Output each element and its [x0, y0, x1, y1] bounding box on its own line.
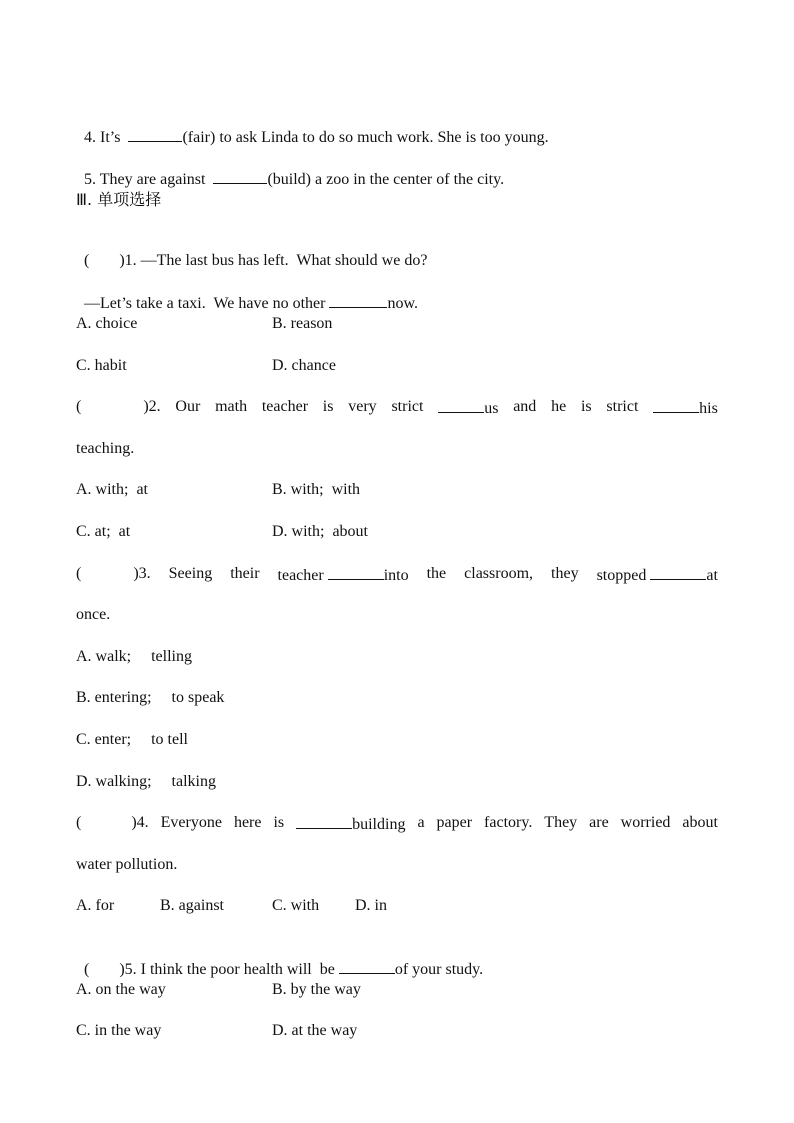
word: factory.: [484, 814, 533, 831]
word: their: [230, 565, 260, 582]
word: his: [699, 400, 718, 417]
word: Everyone: [160, 814, 222, 831]
answer-paren-open: (: [84, 252, 90, 269]
word: stopped: [596, 567, 647, 584]
question-text: )1. —The last bus has left. What should we do?: [119, 252, 428, 269]
question-text: —Let’s take a taxi. We have no other: [84, 295, 330, 312]
option-d[interactable]: D. chance: [272, 357, 336, 374]
option-d[interactable]: D. walking; talking: [76, 773, 216, 790]
word: and: [513, 398, 537, 415]
question-number: 4. It’s: [84, 129, 121, 146]
question-text: of your study.: [394, 961, 484, 978]
word-hint: (build): [267, 171, 311, 188]
word: strict: [606, 398, 639, 415]
question-number: 5. They are against: [84, 171, 206, 188]
word: teacher: [277, 567, 324, 584]
answer-blank[interactable]: [438, 397, 484, 413]
answer-blank[interactable]: [296, 813, 352, 829]
word: us: [484, 400, 499, 417]
answer-paren-open: (: [76, 565, 82, 582]
fill-question-5: [76, 148, 504, 190]
blank-group: [438, 397, 498, 419]
mc-question-4-cont: water pollution.: [76, 856, 178, 873]
word: strict: [391, 398, 424, 415]
blank-group: [278, 564, 409, 586]
option-a[interactable]: A. choice: [76, 315, 138, 332]
answer-paren-open: (: [76, 814, 82, 831]
question-text: to ask Linda to do so much work. She is too young.: [215, 129, 549, 146]
question-lead: [76, 564, 151, 586]
word: into: [383, 567, 409, 584]
option-b[interactable]: B. by the way: [272, 981, 361, 998]
question-text: )5. I think the poor health will be: [119, 961, 339, 978]
word: worried: [620, 814, 671, 831]
mc-question-2-cont: teaching.: [76, 440, 135, 457]
word: teacher: [261, 398, 309, 415]
answer-blank[interactable]: [653, 397, 699, 413]
mc-question-4: [76, 813, 718, 835]
question-number: )2.: [143, 398, 161, 415]
fill-question-4: [76, 106, 549, 148]
question-lead: [76, 397, 161, 419]
question-text: now.: [387, 295, 418, 312]
answer-blank[interactable]: [339, 958, 395, 974]
answer-blank[interactable]: [328, 564, 384, 580]
answer-paren-open: (: [76, 398, 82, 415]
mc-question-1-line2: [76, 272, 418, 314]
option-d[interactable]: D. at the way: [272, 1022, 358, 1039]
word: math: [215, 398, 248, 415]
word: building: [352, 816, 406, 833]
word: are: [589, 814, 609, 831]
word: at: [706, 567, 718, 584]
option-b[interactable]: B. reason: [272, 315, 333, 332]
word-hint: (fair): [182, 129, 216, 146]
word: Our: [175, 398, 201, 415]
option-c[interactable]: C. in the way: [76, 1022, 162, 1039]
question-number: )3.: [133, 565, 151, 582]
answer-paren-open: (: [84, 961, 90, 978]
word: is: [580, 398, 592, 415]
word: paper: [436, 814, 473, 831]
word: he: [551, 398, 567, 415]
section-title: Ⅲ. 单项选择: [76, 190, 162, 209]
option-c[interactable]: C. habit: [76, 357, 127, 374]
mc-question-5: [76, 938, 483, 980]
option-c[interactable]: C. enter; to tell: [76, 731, 188, 748]
question-number: )4.: [131, 814, 149, 831]
blank-group: [597, 564, 718, 586]
word: classroom,: [464, 565, 534, 582]
mc-question-1: [76, 231, 427, 271]
answer-blank[interactable]: [650, 564, 706, 580]
option-d[interactable]: D. with; about: [272, 523, 368, 540]
word: is: [322, 398, 334, 415]
answer-blank[interactable]: [329, 292, 387, 308]
mc-question-3: [76, 564, 718, 586]
word: very: [348, 398, 377, 415]
word: here: [233, 814, 262, 831]
option-c[interactable]: C. with: [272, 897, 320, 914]
mc-question-3-cont: once.: [76, 606, 111, 623]
blank-group: [296, 813, 405, 835]
option-a[interactable]: A. on the way: [76, 981, 166, 998]
option-c[interactable]: C. at; at: [76, 523, 131, 540]
option-b[interactable]: B. against: [160, 897, 224, 914]
blank-group: [653, 397, 718, 419]
word: the: [426, 565, 447, 582]
question-text: a zoo in the center of the city.: [310, 171, 505, 188]
word: about: [682, 814, 718, 831]
word: They: [544, 814, 578, 831]
answer-blank[interactable]: [213, 168, 267, 184]
word: they: [551, 565, 579, 582]
word: Seeing: [168, 565, 213, 582]
word: a: [417, 814, 425, 831]
option-a[interactable]: A. with; at: [76, 481, 148, 498]
mc-question-2: [76, 397, 718, 419]
word: is: [273, 814, 285, 831]
option-b[interactable]: B. with; with: [272, 481, 361, 498]
question-lead: [76, 813, 149, 835]
option-d[interactable]: D. in: [355, 897, 387, 914]
option-a[interactable]: A. for: [76, 897, 115, 914]
option-a[interactable]: A. walk; telling: [76, 648, 192, 665]
option-b[interactable]: B. entering; to speak: [76, 689, 225, 706]
answer-blank[interactable]: [128, 126, 182, 142]
